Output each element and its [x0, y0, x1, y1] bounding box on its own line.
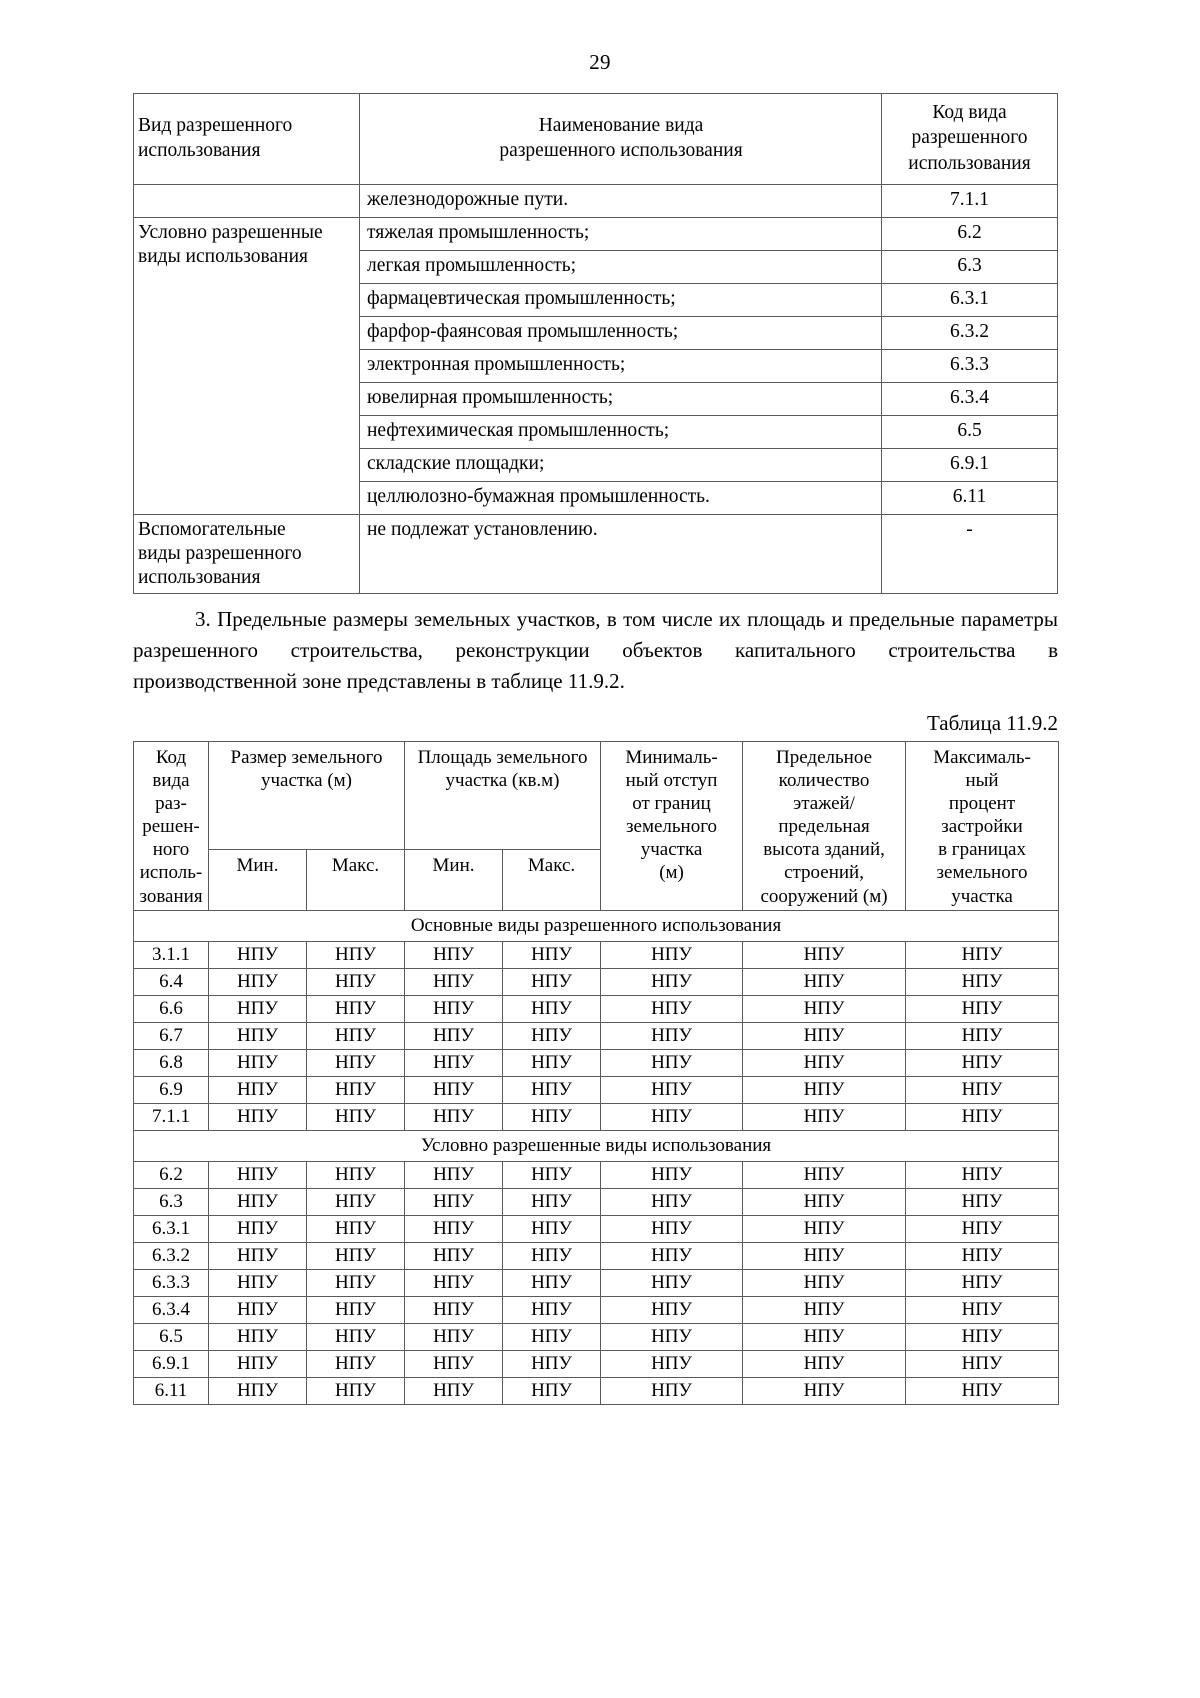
parameters-table [133, 741, 1059, 1405]
row-value-cell: НПУ [307, 1242, 405, 1269]
row-value-cell: НПУ [906, 1377, 1059, 1404]
row-value-cell: НПУ [906, 1242, 1059, 1269]
row-value-cell: НПУ [601, 1049, 743, 1076]
table-row [134, 1296, 1059, 1323]
row-code-cell: 6.2 [134, 1161, 209, 1188]
row-value-cell: НПУ [307, 1103, 405, 1130]
row-value-cell: НПУ [906, 1022, 1059, 1049]
row-value-cell: НПУ [209, 941, 307, 968]
row-value-cell: НПУ [209, 1188, 307, 1215]
row-value-cell: НПУ [209, 1296, 307, 1323]
row-value-cell: НПУ [209, 995, 307, 1022]
table-row [134, 968, 1059, 995]
row-value-cell: НПУ [906, 1350, 1059, 1377]
row-value-cell: НПУ [405, 1161, 503, 1188]
row-value-cell: НПУ [503, 1188, 601, 1215]
row-value-cell: НПУ [307, 1161, 405, 1188]
table-row [134, 218, 1058, 251]
row-value-cell: НПУ [405, 1350, 503, 1377]
row-code-cell: 6.3.4 [134, 1296, 209, 1323]
row-value-cell: НПУ [743, 1269, 906, 1296]
header-area-min: Мин. [405, 849, 503, 910]
row-code-cell: 6.2 [882, 218, 1058, 251]
row-value-cell: НПУ [906, 1188, 1059, 1215]
row-code-cell: - [882, 515, 1058, 594]
row-value-cell: НПУ [503, 1076, 601, 1103]
row-value-cell: НПУ [601, 1350, 743, 1377]
row-value-cell: НПУ [601, 1076, 743, 1103]
row-value-cell: НПУ [503, 1022, 601, 1049]
table2-section-row [134, 910, 1059, 941]
row-value-cell: НПУ [503, 1350, 601, 1377]
row-value-cell: НПУ [307, 1049, 405, 1076]
row-code-cell: 7.1.1 [882, 185, 1058, 218]
header-setback: Минималь- ный отступ от границ земельного участка (м) [601, 741, 743, 910]
row-value-cell: НПУ [209, 1269, 307, 1296]
row-code-cell: 6.3.3 [134, 1269, 209, 1296]
table-row [134, 1103, 1059, 1130]
row-value-cell: НПУ [307, 1323, 405, 1350]
row-value-cell: НПУ [743, 1377, 906, 1404]
row-kind-cell [134, 185, 360, 218]
table-row [134, 941, 1059, 968]
header-cell-code: Код вида разрешенного использования [882, 94, 1058, 185]
row-value-cell: НПУ [743, 1296, 906, 1323]
row-value-cell: НПУ [209, 1350, 307, 1377]
row-code-cell: 6.7 [134, 1022, 209, 1049]
row-code-cell: 6.11 [134, 1377, 209, 1404]
row-value-cell: НПУ [601, 1323, 743, 1350]
section-title: Условно разрешенные виды использования [134, 1130, 1059, 1161]
header-size-group: Размер земельного участка (м) [209, 741, 405, 849]
row-value-cell: НПУ [601, 1161, 743, 1188]
row-value-cell: НПУ [405, 1377, 503, 1404]
row-value-cell: НПУ [601, 995, 743, 1022]
row-name-cell: электронная промышленность; [360, 350, 882, 383]
table-row [134, 1161, 1059, 1188]
row-code-cell: 6.6 [134, 995, 209, 1022]
row-value-cell: НПУ [743, 1161, 906, 1188]
row-value-cell: НПУ [209, 1076, 307, 1103]
row-value-cell: НПУ [906, 1103, 1059, 1130]
row-value-cell: НПУ [601, 1022, 743, 1049]
row-value-cell: НПУ [209, 1161, 307, 1188]
row-value-cell: НПУ [601, 968, 743, 995]
row-value-cell: НПУ [743, 995, 906, 1022]
row-value-cell: НПУ [743, 1103, 906, 1130]
row-value-cell: НПУ [209, 1049, 307, 1076]
page-content [133, 93, 1058, 1405]
table-row [134, 1377, 1059, 1404]
row-value-cell: НПУ [209, 1022, 307, 1049]
row-value-cell: НПУ [405, 968, 503, 995]
row-value-cell: НПУ [307, 1022, 405, 1049]
row-value-cell: НПУ [906, 1161, 1059, 1188]
row-value-cell: НПУ [601, 1377, 743, 1404]
header-area-group: Площадь земельного участка (кв.м) [405, 741, 601, 849]
row-value-cell: НПУ [405, 995, 503, 1022]
row-value-cell: НПУ [503, 1161, 601, 1188]
row-value-cell: НПУ [307, 1076, 405, 1103]
row-code-cell: 3.1.1 [134, 941, 209, 968]
row-name-cell: тяжелая промышленность; [360, 218, 882, 251]
row-code-cell: 6.3.3 [882, 350, 1058, 383]
row-value-cell: НПУ [601, 1296, 743, 1323]
table-caption: Таблица 11.9.2 [926, 710, 1058, 735]
row-value-cell: НПУ [743, 941, 906, 968]
section-title: Основные виды разрешенного использования [134, 910, 1059, 941]
row-value-cell: НПУ [743, 1022, 906, 1049]
row-value-cell: НПУ [307, 1296, 405, 1323]
table2-header-row-1 [134, 741, 1059, 849]
row-code-cell: 6.9.1 [882, 449, 1058, 482]
row-value-cell: НПУ [503, 1269, 601, 1296]
row-code-cell: 6.3.1 [134, 1215, 209, 1242]
row-value-cell: НПУ [503, 1049, 601, 1076]
row-value-cell: НПУ [405, 1076, 503, 1103]
row-value-cell: НПУ [503, 995, 601, 1022]
page-number: 29 [589, 50, 611, 74]
row-value-cell: НПУ [405, 1022, 503, 1049]
row-value-cell: НПУ [209, 1323, 307, 1350]
row-value-cell: НПУ [209, 1377, 307, 1404]
row-value-cell: НПУ [743, 968, 906, 995]
row-value-cell: НПУ [503, 1103, 601, 1130]
row-value-cell: НПУ [601, 1215, 743, 1242]
row-value-cell: НПУ [209, 1215, 307, 1242]
row-value-cell: НПУ [906, 1323, 1059, 1350]
table-row [134, 1323, 1059, 1350]
row-value-cell: НПУ [307, 995, 405, 1022]
row-name-cell: легкая промышленность; [360, 251, 882, 284]
row-value-cell: НПУ [906, 995, 1059, 1022]
row-value-cell: НПУ [601, 1269, 743, 1296]
row-code-cell: 6.3 [134, 1188, 209, 1215]
row-value-cell: НПУ [405, 1188, 503, 1215]
row-code-cell: 6.8 [134, 1049, 209, 1076]
row-code-cell: 6.3.2 [882, 317, 1058, 350]
row-code-cell: 6.5 [882, 416, 1058, 449]
paragraph-3: 3. Предельные размеры земельных участков, в том числе их площадь и предельные параметры разрешенного строительства, реконструкции объектов капитального строительства в производственной зоне представлены в таблице 11.9.2. [133, 606, 1058, 693]
table-row [134, 1188, 1059, 1215]
row-name-cell: складские площадки; [360, 449, 882, 482]
header-area-max: Макс. [503, 849, 601, 910]
row-value-cell: НПУ [405, 1269, 503, 1296]
permitted-use-table [133, 93, 1058, 594]
row-kind-cell: Условно разрешенные виды использования [134, 218, 360, 515]
table-row [134, 1049, 1059, 1076]
row-value-cell: НПУ [906, 968, 1059, 995]
row-value-cell: НПУ [307, 941, 405, 968]
row-value-cell: НПУ [405, 941, 503, 968]
row-code-cell: 6.3.4 [882, 383, 1058, 416]
header-size-min: Мин. [209, 849, 307, 910]
table-header-row [134, 94, 1058, 185]
row-code-cell: 6.3.1 [882, 284, 1058, 317]
row-name-cell: целлюлозно-бумажная промышленность. [360, 482, 882, 515]
row-name-cell: железнодорожные пути. [360, 185, 882, 218]
row-value-cell: НПУ [906, 1296, 1059, 1323]
row-value-cell: НПУ [405, 1049, 503, 1076]
row-name-cell: фарфор-фаянсовая промышленность; [360, 317, 882, 350]
row-value-cell: НПУ [743, 1188, 906, 1215]
row-code-cell: 6.9 [134, 1076, 209, 1103]
table-row [134, 1076, 1059, 1103]
row-value-cell: НПУ [601, 1242, 743, 1269]
row-value-cell: НПУ [307, 1350, 405, 1377]
row-value-cell: НПУ [906, 1215, 1059, 1242]
header-code: Код вида раз- решен- ного исполь- зования [134, 741, 209, 910]
table-row [134, 1242, 1059, 1269]
header-coverage: Максималь- ный процент застройки в границах земельного участка [906, 741, 1059, 910]
row-value-cell: НПУ [601, 941, 743, 968]
row-name-cell: фармацевтическая промышленность; [360, 284, 882, 317]
row-value-cell: НПУ [743, 1049, 906, 1076]
row-value-cell: НПУ [405, 1215, 503, 1242]
row-name-cell: не подлежат установлению. [360, 515, 882, 594]
row-value-cell: НПУ [906, 941, 1059, 968]
header-size-max: Макс. [307, 849, 405, 910]
header-cell-kind: Вид разрешенного использования [134, 94, 360, 185]
row-value-cell: НПУ [307, 1215, 405, 1242]
row-value-cell: НПУ [503, 968, 601, 995]
row-value-cell: НПУ [601, 1188, 743, 1215]
table-row [134, 1215, 1059, 1242]
row-code-cell: 6.11 [882, 482, 1058, 515]
row-value-cell: НПУ [906, 1049, 1059, 1076]
row-value-cell: НПУ [209, 1242, 307, 1269]
row-value-cell: НПУ [906, 1076, 1059, 1103]
table-row [134, 1022, 1059, 1049]
table-row [134, 515, 1058, 594]
row-value-cell: НПУ [307, 968, 405, 995]
header-cell-name: Наименование вида разрешенного использования [360, 94, 882, 185]
row-code-cell: 6.5 [134, 1323, 209, 1350]
row-value-cell: НПУ [743, 1242, 906, 1269]
row-value-cell: НПУ [503, 1377, 601, 1404]
row-value-cell: НПУ [405, 1103, 503, 1130]
row-value-cell: НПУ [405, 1242, 503, 1269]
row-code-cell: 6.3.2 [134, 1242, 209, 1269]
row-value-cell: НПУ [405, 1323, 503, 1350]
row-value-cell: НПУ [743, 1076, 906, 1103]
table-row [134, 1350, 1059, 1377]
table-row [134, 1269, 1059, 1296]
row-code-cell: 6.4 [134, 968, 209, 995]
row-value-cell: НПУ [209, 1103, 307, 1130]
row-kind-cell: Вспомогательные виды разрешенного использования [134, 515, 360, 594]
row-value-cell: НПУ [743, 1323, 906, 1350]
table2-section-row [134, 1130, 1059, 1161]
row-value-cell: НПУ [503, 1242, 601, 1269]
row-value-cell: НПУ [209, 968, 307, 995]
row-code-cell: 6.9.1 [134, 1350, 209, 1377]
row-value-cell: НПУ [743, 1350, 906, 1377]
row-value-cell: НПУ [503, 1296, 601, 1323]
row-value-cell: НПУ [906, 1269, 1059, 1296]
row-value-cell: НПУ [503, 1323, 601, 1350]
row-value-cell: НПУ [743, 1215, 906, 1242]
table-row [134, 185, 1058, 218]
row-value-cell: НПУ [503, 1215, 601, 1242]
row-value-cell: НПУ [307, 1188, 405, 1215]
row-code-cell: 7.1.1 [134, 1103, 209, 1130]
row-value-cell: НПУ [307, 1269, 405, 1296]
header-floors: Предельное количество этажей/ предельная высота зданий, строений, сооружений (м) [743, 741, 906, 910]
table-row [134, 995, 1059, 1022]
row-name-cell: ювелирная промышленность; [360, 383, 882, 416]
row-value-cell: НПУ [307, 1377, 405, 1404]
row-value-cell: НПУ [503, 941, 601, 968]
row-name-cell: нефтехимическая промышленность; [360, 416, 882, 449]
row-code-cell: 6.3 [882, 251, 1058, 284]
row-value-cell: НПУ [405, 1296, 503, 1323]
row-value-cell: НПУ [601, 1103, 743, 1130]
